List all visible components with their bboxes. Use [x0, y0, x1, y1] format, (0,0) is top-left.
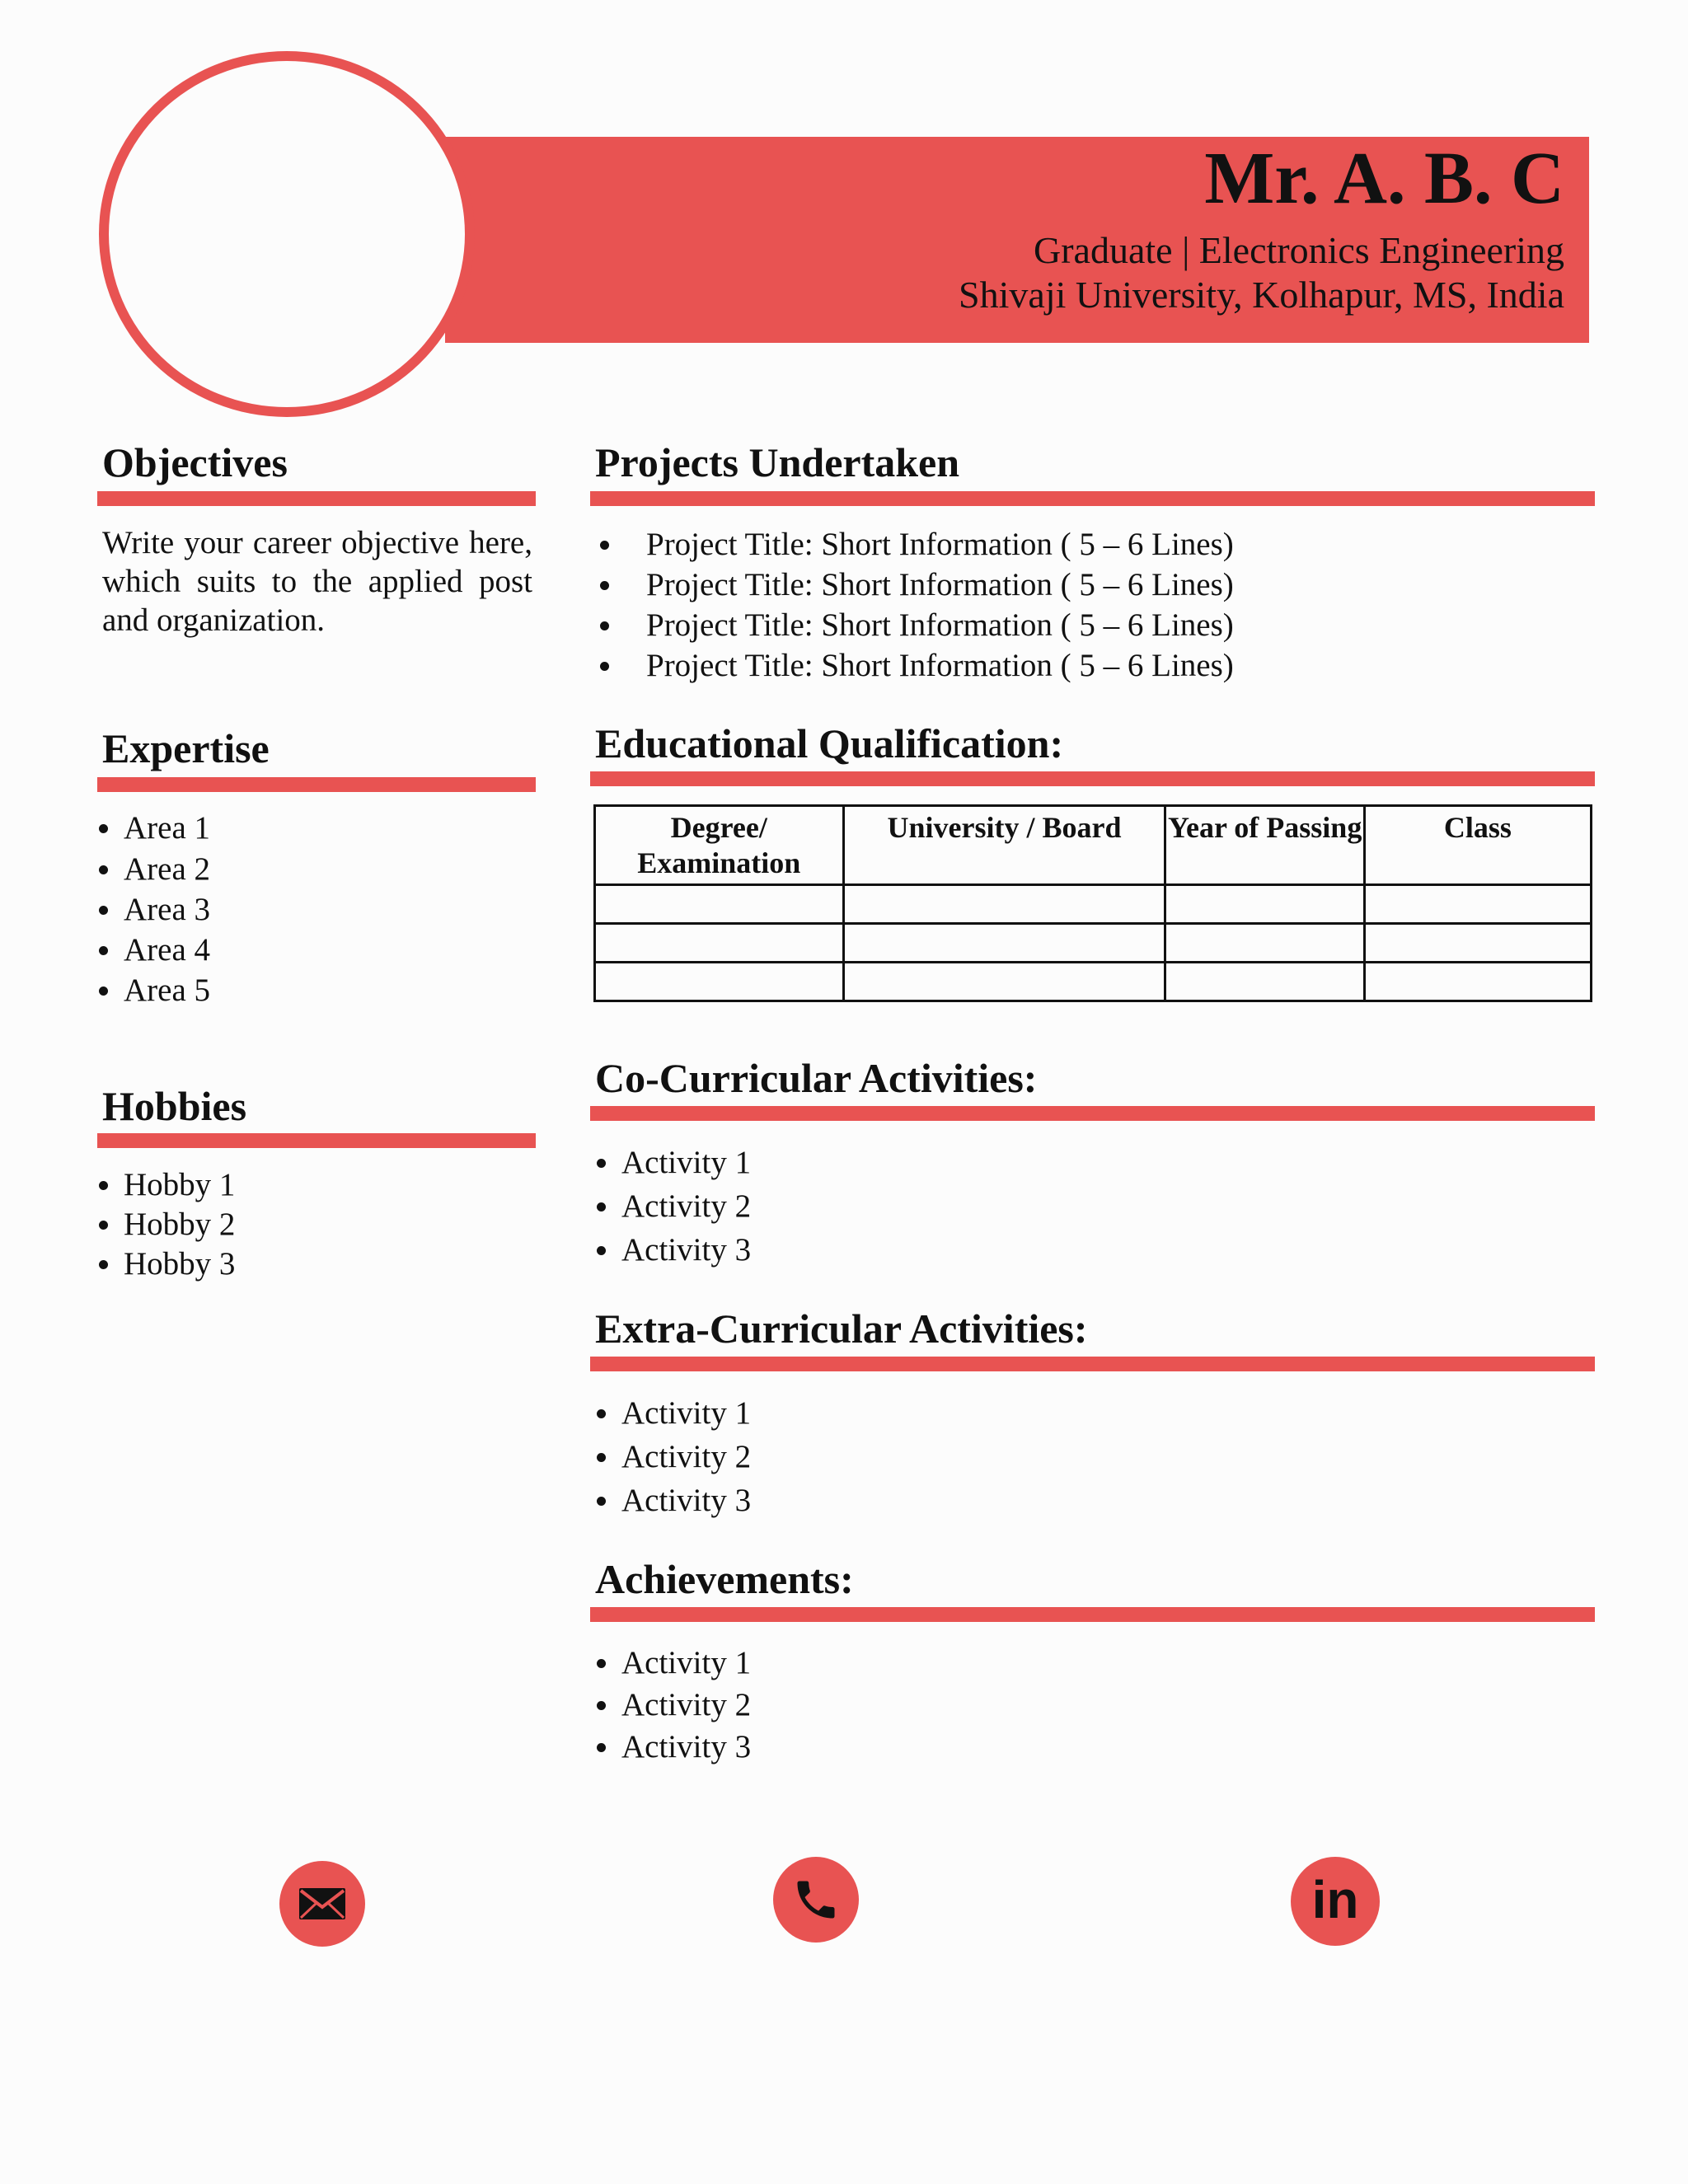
education-divider — [590, 771, 1595, 786]
table-cell — [1165, 924, 1364, 963]
expertise-title: Expertise — [102, 725, 270, 771]
project-item: Project Title: Short Information ( 5 – 6 Lines) — [595, 645, 1234, 686]
extra-curricular-title: Extra-Curricular Activities: — [595, 1305, 1088, 1352]
linkedin-icon[interactable] — [1291, 1857, 1380, 1946]
envelope-glyph — [298, 1887, 346, 1920]
activity-item: Activity 1 — [593, 1141, 751, 1184]
expertise-item: Area 2 — [96, 849, 210, 889]
project-item: Project Title: Short Information ( 5 – 6 Lines) — [595, 605, 1234, 645]
extra-curricular-divider — [590, 1357, 1595, 1371]
hobbies-divider — [97, 1133, 536, 1148]
expertise-item: Area 1 — [96, 808, 210, 849]
hobby-item: Hobby 3 — [96, 1244, 235, 1284]
objectives-text: Write your career objective here, which suits to the applied post and organization. — [102, 525, 532, 638]
objectives-title: Objectives — [102, 439, 288, 485]
table-cell — [1364, 963, 1591, 1001]
phone-glyph — [791, 1875, 841, 1924]
table-header-class: Class — [1364, 806, 1591, 885]
education-title: Educational Qualification: — [595, 720, 1064, 766]
table-cell — [595, 963, 844, 1001]
table-header-row — [595, 806, 1592, 885]
phone-icon[interactable] — [773, 1857, 859, 1943]
table-cell — [1364, 885, 1591, 924]
achievement-item: Activity 2 — [593, 1684, 751, 1726]
expertise-list — [96, 808, 210, 1010]
table-cell — [1165, 885, 1364, 924]
table-cell — [595, 924, 844, 963]
activity-item: Activity 2 — [593, 1184, 751, 1228]
projects-list — [595, 524, 1234, 686]
activity-item: Activity 3 — [593, 1228, 751, 1272]
achievement-item: Activity 3 — [593, 1726, 751, 1768]
activity-item: Activity 1 — [593, 1391, 751, 1435]
activity-item: Activity 2 — [593, 1435, 751, 1479]
email-icon[interactable] — [279, 1861, 365, 1947]
achievements-divider — [590, 1607, 1595, 1622]
objectives-divider — [97, 491, 536, 506]
candidate-address: Shivaji University, Kolhapur, MS, India — [959, 274, 1564, 316]
table-row — [595, 885, 1592, 924]
table-cell — [1165, 963, 1364, 1001]
expertise-divider — [97, 777, 536, 792]
education-table — [593, 804, 1592, 1002]
profile-photo-placeholder — [99, 51, 475, 417]
project-item: Project Title: Short Information ( 5 – 6 Lines) — [595, 524, 1234, 565]
co-curricular-title: Co-Curricular Activities: — [595, 1055, 1038, 1101]
hobby-item: Hobby 1 — [96, 1165, 235, 1205]
co-curricular-divider — [590, 1106, 1595, 1121]
hobby-item: Hobby 2 — [96, 1205, 235, 1244]
achievement-item: Activity 1 — [593, 1642, 751, 1684]
achievements-title: Achievements: — [595, 1556, 854, 1602]
co-curricular-list — [593, 1141, 751, 1272]
linkedin-glyph: in — [1311, 1870, 1359, 1929]
activity-item: Activity 3 — [593, 1479, 751, 1522]
candidate-degree: Graduate | Electronics Engineering — [1034, 229, 1564, 271]
table-cell — [1364, 924, 1591, 963]
candidate-name: Mr. A. B. C — [1204, 138, 1564, 219]
table-cell — [843, 924, 1165, 963]
table-cell — [843, 963, 1165, 1001]
table-header-degree: Degree/ Examination — [595, 806, 844, 885]
table-cell — [843, 885, 1165, 924]
hobbies-title: Hobbies — [102, 1083, 247, 1129]
expertise-item: Area 4 — [96, 930, 210, 970]
achievements-list — [593, 1642, 751, 1768]
table-cell — [595, 885, 844, 924]
expertise-item: Area 3 — [96, 889, 210, 930]
expertise-item: Area 5 — [96, 970, 210, 1010]
table-header-year: Year of Passing — [1165, 806, 1364, 885]
extra-curricular-list — [593, 1391, 751, 1522]
table-header-university: University / Board — [843, 806, 1165, 885]
table-row — [595, 924, 1592, 963]
hobbies-list — [96, 1165, 235, 1284]
projects-title: Projects Undertaken — [595, 439, 960, 485]
table-row — [595, 963, 1592, 1001]
projects-divider — [590, 491, 1595, 506]
project-item: Project Title: Short Information ( 5 – 6 Lines) — [595, 565, 1234, 605]
